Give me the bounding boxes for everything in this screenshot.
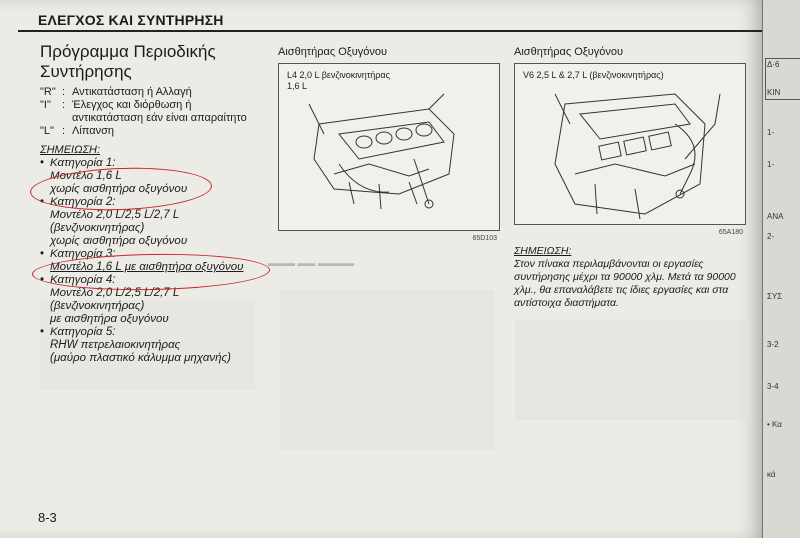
category-line: • Κατηγορία 1: xyxy=(50,157,116,169)
legend xyxy=(40,86,265,138)
category-line: Μοντέλο 1,6 L με αισθητήρα οξυγόνου xyxy=(50,261,244,273)
legend-separator: : xyxy=(62,99,66,111)
bleed-block xyxy=(515,320,750,420)
adjacent-page-edge xyxy=(762,0,800,538)
section-title-line: Συντήρησης xyxy=(40,62,132,81)
adjacent-text-fragment: • Κα xyxy=(767,420,782,429)
legend-row xyxy=(40,125,265,138)
section-title xyxy=(40,42,265,82)
figure-column-1 xyxy=(278,46,500,242)
adjacent-text-fragment: KIN xyxy=(767,88,781,97)
note-text: Στον πίνακα περιλαμβάνονται οι εργασίες συντήρησης μέχρι τα 90000 χλμ. Μετά τα 90000 χλμ., θα επαναλάβετε τις ίδιες εργασίες και στα αντίστοιχα διαστήματα. xyxy=(514,258,736,309)
category-line: Μοντέλο 2,0 L/2,5 L/2,7 L xyxy=(50,209,180,221)
adjacent-text-fragment: ΣΥΣ xyxy=(767,292,783,301)
legend-key: "R" xyxy=(40,86,56,98)
note-title: ΣΗΜΕΙΩΣΗ: xyxy=(40,144,101,156)
header-title: ΕΛΕΓΧΟΣ ΚΑΙ ΣΥΝΤΗΡΗΣΗ xyxy=(38,12,224,28)
category-line: (μαύρο πλαστικό κάλυμμα μηχανής) xyxy=(50,352,231,364)
figure-title: Αισθητήρας Οξυγόνου xyxy=(278,46,387,58)
legend-text: Λίπανση xyxy=(72,125,114,137)
legend-text: Αντικατάσταση ή Αλλαγή xyxy=(72,86,192,98)
legend-key: "I" xyxy=(40,99,51,111)
legend-row xyxy=(40,86,265,99)
legend-text: Έλεγχος και διόρθωση ή αντικατάσταση εάν είναι απαραίτητο xyxy=(72,99,247,124)
engine-figure-l4 xyxy=(278,63,500,242)
figure-caption: L4 2,0 L βενζινοκινητήρας 1,6 L xyxy=(287,70,390,91)
section-title-line: Πρόγραμμα Περιοδικής xyxy=(40,42,216,61)
bleed-block xyxy=(280,290,495,450)
legend-separator: : xyxy=(62,125,66,137)
category-line: Μοντέλο 1,6 L xyxy=(50,170,122,182)
category-line: • Κατηγορία 4: xyxy=(50,274,116,286)
category-line: Μοντέλο 2,0 L/2,5 L/2,7 L xyxy=(50,287,180,299)
adjacent-text-fragment: 3-4 xyxy=(767,382,779,391)
adjacent-text-fragment: 3-2 xyxy=(767,340,779,349)
page-number: 8-3 xyxy=(38,510,57,525)
schedule-note xyxy=(514,245,746,310)
adjacent-text-fragment: κά xyxy=(767,470,776,479)
legend-row xyxy=(40,99,265,125)
category-line: χωρίς αισθητήρα οξυγόνου xyxy=(50,235,188,247)
category-line: • Κατηγορία 2: xyxy=(50,196,116,208)
adjacent-text-fragment: ΑΝΑ xyxy=(767,212,784,221)
category-line: με αισθητήρα οξυγόνου xyxy=(50,313,169,325)
bleed-text: ▬▬▬ ▬▬ ▬▬▬▬ xyxy=(268,258,355,268)
adjacent-text-fragment: 1- xyxy=(767,128,775,137)
legend-separator: : xyxy=(62,86,66,98)
legend-key: "L" xyxy=(40,125,54,137)
category-line: • Κατηγορία 5: xyxy=(50,326,116,338)
figure-code: 65D103 xyxy=(472,235,497,242)
adjacent-text-fragment: 2- xyxy=(767,232,775,241)
category-line: (βενζινοκινητήρας) xyxy=(50,222,145,234)
adjacent-text-fragment: 1- xyxy=(767,160,775,169)
page-header xyxy=(18,4,768,32)
engine-drawing xyxy=(515,64,745,224)
category-line: χωρίς αισθητήρα οξυγόνου xyxy=(50,183,188,195)
figure-code: 65A180 xyxy=(718,229,743,236)
category-line: • Κατηγορία 3: xyxy=(50,248,116,260)
adjacent-text-fragment: Δ·6 xyxy=(767,60,780,69)
note-title: ΣΗΜΕΙΩΣΗ: xyxy=(514,245,572,257)
figure-title: Αισθητήρας Οξυγόνου xyxy=(514,46,623,58)
category-line: (βενζινοκινητήρας) xyxy=(50,300,145,312)
figure-caption: V6 2,5 L & 2,7 L (βενζινοκινητήρας) xyxy=(523,70,664,80)
category-item xyxy=(40,326,265,365)
figure-column-2 xyxy=(514,46,746,310)
engine-figure-v6 xyxy=(514,63,746,236)
category-line: RHW πετρελαιοκινητήρας xyxy=(50,339,181,351)
